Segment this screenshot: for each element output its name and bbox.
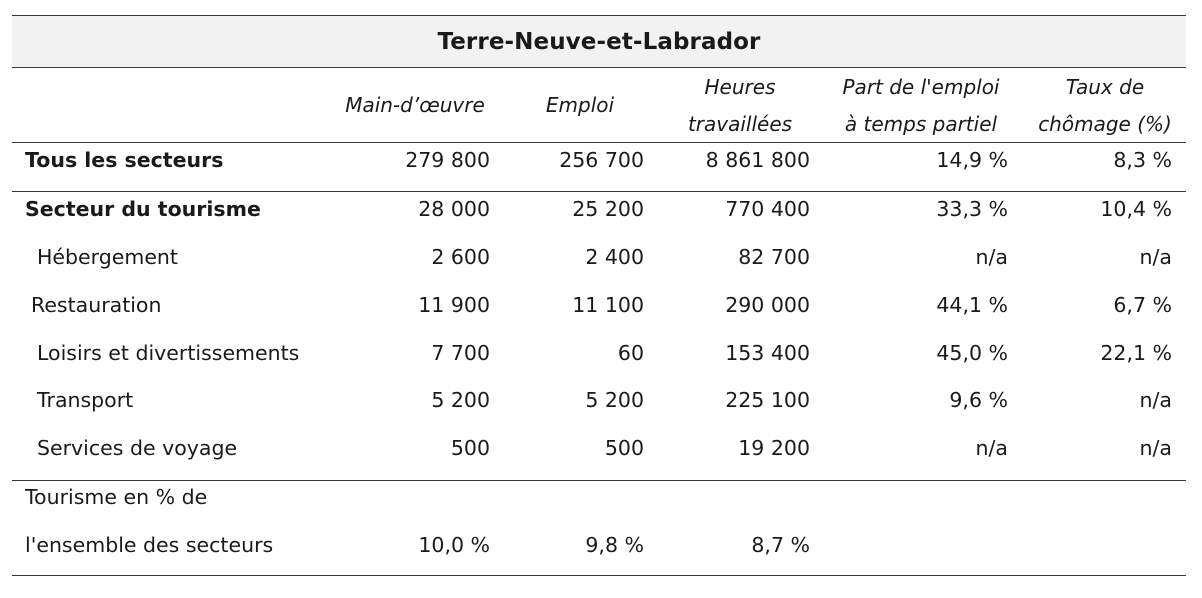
table-cell: n/a [975,245,1008,269]
table-cell: n/a [975,436,1008,460]
table-cell: 9,8 % [585,533,644,557]
table-cell: 19 200 [738,436,810,460]
table-cell: 44,1 % [936,293,1008,317]
table-cell: 153 400 [725,341,810,365]
table-cell: 14,9 % [936,148,1008,172]
table-cell: 2 400 [585,245,644,269]
row-label-restauration: Restauration [31,293,162,317]
table-cell: 8,7 % [751,533,810,557]
table-cell: 500 [450,436,490,460]
table-cell: 28 000 [418,197,490,221]
table-cell: 10,0 % [418,533,490,557]
table-cell: 225 100 [725,388,810,412]
col-header-temps-partiel-l2: à temps partiel [844,112,998,136]
share-divider [12,480,1186,481]
share-row-label-line2: l'ensemble des secteurs [25,533,274,557]
table-cell: 11 100 [572,293,644,317]
row-label-secteur-du-tourisme: Secteur du tourisme [25,197,261,221]
table-cell: 82 700 [738,245,810,269]
table-title: Terre-Neuve-et-Labrador [437,28,761,55]
table-cell: 8,3 % [1113,148,1172,172]
table-title-bar [12,15,1186,68]
row-label-hebergement: Hébergement [37,245,178,269]
col-header-heures-l2: travaillées [687,112,793,136]
table-cell: 11 900 [418,293,490,317]
table-cell: 5 200 [431,388,490,412]
col-header-heures-l1: Heures [704,75,776,99]
table-cell: 9,6 % [949,388,1008,412]
row-label-tous-les-secteurs: Tous les secteurs [25,148,224,172]
table-cell: n/a [1139,436,1172,460]
col-header-main-doeuvre: Main-d’œuvre [345,93,485,117]
row-label-services-de-voyage: Services de voyage [37,436,238,460]
table-cell: 279 800 [405,148,490,172]
col-header-chomage-l2: chômage (%) [1038,112,1172,136]
share-row-label-line1: Tourisme en % de [25,485,208,509]
col-header-emploi: Emploi [545,93,615,117]
table-cell: 10,4 % [1100,197,1172,221]
table-cell: 256 700 [559,148,644,172]
table-cell: 8 861 800 [705,148,810,172]
table-cell: 45,0 % [936,341,1008,365]
table-cell: 500 [604,436,644,460]
table-cell: n/a [1139,388,1172,412]
table-cell: 60 [617,341,644,365]
table-cell: 770 400 [725,197,810,221]
table-bottom-border [12,575,1186,576]
table-cell: 22,1 % [1100,341,1172,365]
table-cell: 33,3 % [936,197,1008,221]
row-label-loisirs: Loisirs et divertissements [37,341,300,365]
table-cell: 25 200 [572,197,644,221]
col-header-temps-partiel-l1: Part de l'emploi [842,75,1000,99]
table-cell: 6,7 % [1113,293,1172,317]
table-cell: 5 200 [585,388,644,412]
table-cell: n/a [1139,245,1172,269]
row-label-transport: Transport [37,388,134,412]
section-divider [12,191,1186,192]
col-header-chomage-l1: Taux de [1065,75,1145,99]
table-cell: 2 600 [431,245,490,269]
header-divider [12,142,1186,143]
table-cell: 290 000 [725,293,810,317]
table-cell: 7 700 [431,341,490,365]
